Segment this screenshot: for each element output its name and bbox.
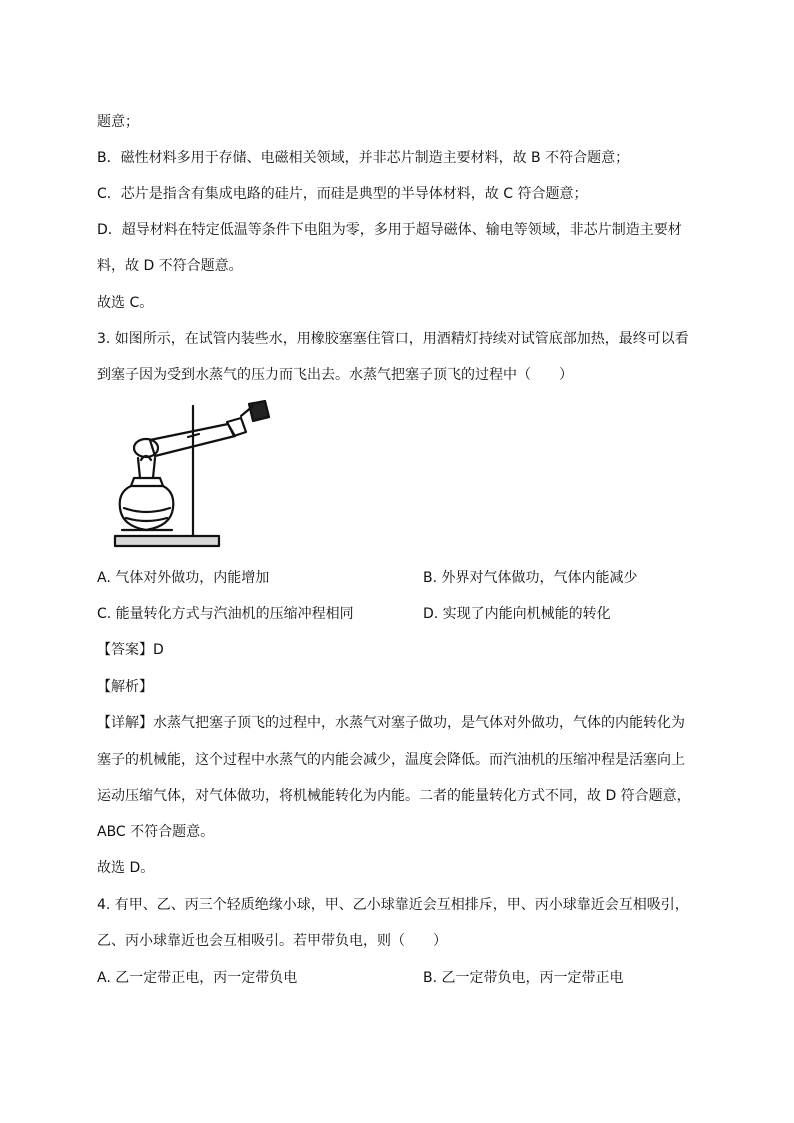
line-3: C．芯片是指含有集成电路的硅片，而硅是典型的半导体材料，故 C 符合题意；	[97, 186, 588, 202]
line-4: D．超导材料在特定低温等条件下电阻为零，多用于超导磁体、输电等领域，非芯片制造主要材	[97, 222, 682, 238]
detail-line-3: 运动压缩气体，对气体做功，将机械能转化为内能。二者的能量转化方式不同，故 D 符合题意，	[97, 788, 691, 804]
line-1: 题意；	[97, 114, 139, 130]
q4-line-1: 4. 有甲、乙、丙三个轻质绝缘小球，甲、乙小球靠近会互相排斥，甲、丙小球靠近会互相吸引，	[97, 897, 689, 913]
line-7: 3. 如图所示，在试管内装些水，用橡胶塞塞住管口，用酒精灯持续对试管底部加热，最终可以看	[97, 331, 689, 347]
q3-option-b: B. 外界对气体做功，气体内能减少	[423, 570, 638, 586]
steam-test-tube-illustration	[110, 400, 280, 556]
detail-line-4: ABC 不符合题意。	[97, 824, 215, 840]
detail-line-2: 塞子的机械能，这个过程中水蒸气的内能会减少，温度会降低。而汽油机的压缩冲程是活塞向上	[97, 752, 685, 768]
q3-option-d: D. 实现了内能向机械能的转化	[423, 606, 611, 622]
answer: 【答案】D	[97, 642, 164, 658]
detail-line-5: 故选 D。	[97, 860, 155, 876]
line-5: 料，故 D 不符合题意。	[97, 258, 243, 274]
line-6: 故选 C。	[97, 295, 154, 311]
q3-option-c: C. 能量转化方式与汽油机的压缩冲程相同	[97, 606, 354, 622]
q4-line-2: 乙、丙小球靠近也会互相吸引。若甲带负电，则（ ）	[97, 933, 447, 949]
analysis-title: 【解析】	[97, 679, 153, 695]
q3-option-a: A. 气体对外做功，内能增加	[97, 570, 270, 586]
detail-line-1: 【详解】水蒸气把塞子顶飞的过程中，水蒸气对塞子做功，是气体对外做功，气体的内能转化为	[97, 715, 685, 731]
line-2: B．磁性材料多用于存储、电磁相关领域，并非芯片制造主要材料，故 B 不符合题意；	[97, 150, 630, 166]
q4-option-a: A. 乙一定带正电，丙一定带负电	[97, 970, 298, 986]
q4-option-b: B. 乙一定带负电，丙一定带正电	[423, 970, 624, 986]
line-8: 到塞子因为受到水蒸气的压力而飞出去。水蒸气把塞子顶飞的过程中（ ）	[97, 367, 573, 383]
